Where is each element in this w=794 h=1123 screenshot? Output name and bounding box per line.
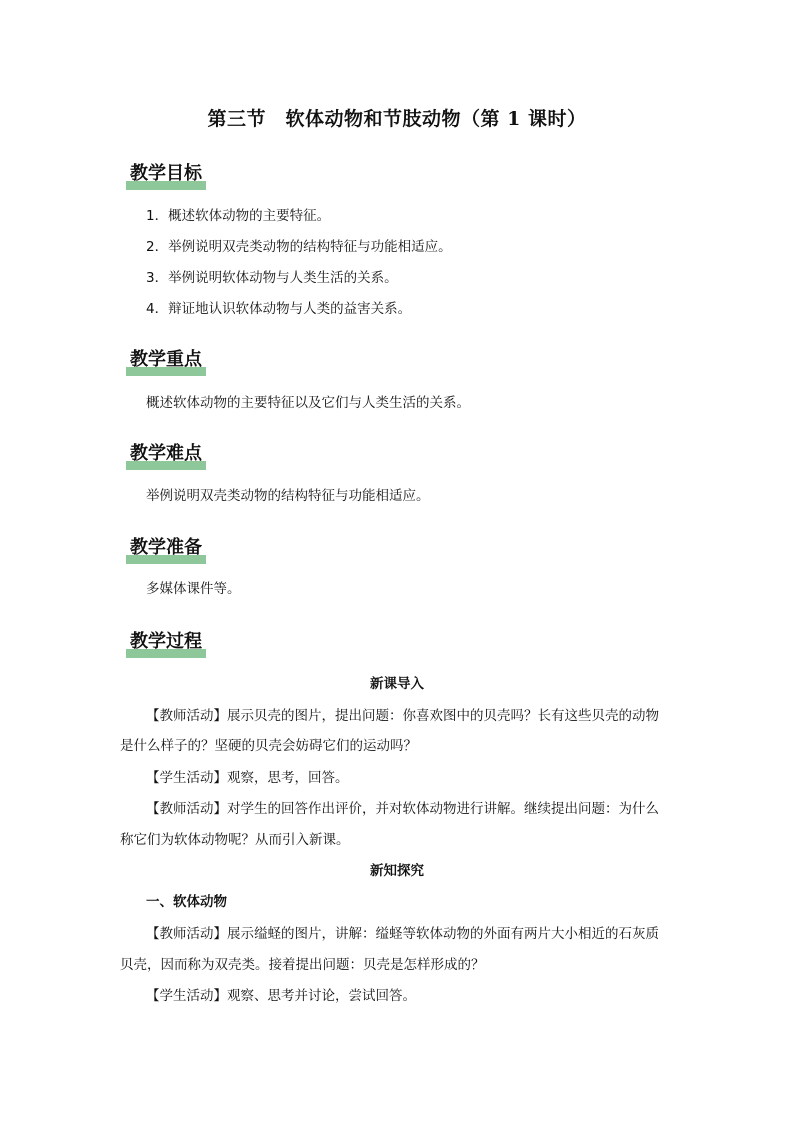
explore-paragraph-1-line-2: 贝壳，因而称为双壳类。接着提出问题：贝壳是怎样形成的？ bbox=[120, 957, 485, 973]
section-heading-label: 教学过程 bbox=[130, 631, 202, 652]
intro-paragraph-2: 【学生活动】观察，思考，回答。 bbox=[146, 770, 349, 786]
section-heading-process bbox=[126, 630, 206, 658]
intro-paragraph-1-line-2: 是什么样子的？坚硬的贝壳会妨碍它们的运动吗？ bbox=[120, 738, 417, 754]
intro-heading: 新课导入 bbox=[370, 676, 424, 692]
section-heading-label: 教学重点 bbox=[130, 349, 202, 370]
section-heading-objectives bbox=[126, 162, 206, 190]
objective-item: 1．概述软体动物的主要特征。 bbox=[146, 208, 331, 224]
explore-heading: 新知探究 bbox=[370, 863, 424, 879]
section-heading-key-points bbox=[126, 348, 206, 376]
section-heading-label: 教学难点 bbox=[130, 443, 202, 464]
section-heading-label: 教学目标 bbox=[130, 163, 202, 184]
objective-item: 4．辩证地认识软体动物与人类的益害关系。 bbox=[146, 301, 412, 317]
section-heading-label: 教学准备 bbox=[130, 537, 202, 558]
explore-paragraph-1-line-1: 【教师活动】展示缢蛏的图片，讲解：缢蛏等软体动物的外面有两片大小相近的石灰质 bbox=[146, 926, 659, 942]
explore-paragraph-2: 【学生活动】观察、思考并讨论，尝试回答。 bbox=[146, 988, 416, 1004]
document-title: 第三节 软体动物和节肢动物（第 1 课时） bbox=[207, 108, 587, 130]
key-points-text: 概述软体动物的主要特征以及它们与人类生活的关系。 bbox=[146, 395, 470, 411]
objective-item: 2．举例说明双壳类动物的结构特征与功能相适应。 bbox=[146, 239, 452, 255]
difficulties-text: 举例说明双壳类动物的结构特征与功能相适应。 bbox=[146, 488, 430, 504]
intro-paragraph-3-line-1: 【教师活动】对学生的回答作出评价，并对软体动物进行讲解。继续提出问题：为什么 bbox=[146, 801, 659, 817]
section-heading-preparation bbox=[126, 536, 206, 564]
objective-item: 3．举例说明软体动物与人类生活的关系。 bbox=[146, 270, 398, 286]
preparation-text: 多媒体课件等。 bbox=[146, 581, 241, 597]
subsection-mollusks: 一、软体动物 bbox=[146, 894, 227, 910]
intro-paragraph-1-line-1: 【教师活动】展示贝壳的图片，提出问题：你喜欢图中的贝壳吗？长有这些贝壳的动物 bbox=[146, 708, 659, 724]
section-heading-difficulties bbox=[126, 442, 206, 470]
intro-paragraph-3-line-2: 称它们为软体动物呢？从而引入新课。 bbox=[120, 832, 350, 848]
